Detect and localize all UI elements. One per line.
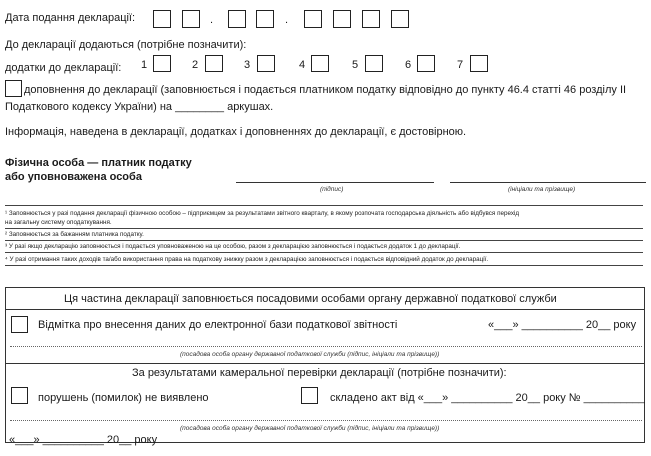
date-year-digit-3[interactable]: [362, 10, 380, 28]
footnote-divider: [5, 252, 643, 253]
no-violations-label: порушень (помилок) не виявлено: [38, 392, 209, 404]
appendix-number: 6: [405, 59, 412, 71]
date-year-digit-1[interactable]: [304, 10, 322, 28]
section-divider: [5, 309, 645, 310]
footnote-1-continued: на загальну систему оподаткування.: [5, 219, 112, 226]
supplement-text-line-1: доповнення до декларації (заповнюється і подається платником податку відповідно до пункту 46.4 статті 46 розділу II: [24, 84, 627, 96]
appendix-number: 2: [192, 59, 199, 71]
appendix-6-checkbox[interactable]: [417, 55, 435, 72]
database-entry-date[interactable]: «___» __________ 20__ року: [488, 319, 637, 331]
date-label: Дата подання декларації:: [5, 12, 136, 24]
signature-caption: (підпис): [320, 186, 344, 193]
appendix-number: 3: [244, 59, 251, 71]
supplement-text-line-2: Податкового кодексу України) на ________ аркушах.: [5, 101, 274, 113]
database-entry-checkbox[interactable]: [11, 316, 28, 333]
footnotes-divider: [5, 205, 643, 206]
official-signature-line[interactable]: [10, 346, 642, 347]
signature-line[interactable]: [236, 182, 434, 183]
no-violations-checkbox[interactable]: [11, 387, 28, 404]
appendices-label: додатки до декларації:: [5, 62, 122, 74]
official-caption: (посадова особа органу державної податкової служби (підпис, ініціали та прізвище)): [180, 351, 440, 358]
date-day-digit-1[interactable]: [153, 10, 171, 28]
audit-signature-line[interactable]: [10, 420, 642, 421]
footnote-3: ³ У разі якщо декларацію заповнюється і подається уповноваженою на це особою, разом з декларацією заповнюється і подається додаток 1 до декларації.: [5, 243, 461, 250]
appendix-5-checkbox[interactable]: [365, 55, 383, 72]
act-drawn-checkbox[interactable]: [301, 387, 318, 404]
appendix-number: 5: [352, 59, 359, 71]
database-entry-label: Відмітка про внесення даних до електронної бази податкової звітності: [38, 319, 398, 331]
footnote-2: ² Заповнюється за бажанням платника податку.: [5, 231, 144, 238]
date-month-digit-2[interactable]: [256, 10, 274, 28]
signer-title-line-1: Фізична особа — платник податку: [5, 157, 192, 169]
appendix-1-checkbox[interactable]: [153, 55, 171, 72]
footnote-divider: [5, 265, 643, 266]
appendix-4-checkbox[interactable]: [311, 55, 329, 72]
supplement-checkbox[interactable]: [5, 80, 22, 97]
date-separator: .: [210, 14, 214, 26]
act-drawn-label[interactable]: складено акт від «___» __________ 20__ року № __________: [330, 392, 645, 404]
official-caption: (посадова особа органу державної податкової служби (підпис, ініціали та прізвище)): [180, 425, 440, 432]
initials-caption: (ініціали та прізвище): [508, 186, 576, 193]
signer-title-line-2: або уповноважена особа: [5, 171, 142, 183]
reliability-statement: Інформація, наведена в декларації, додатках і доповненнях до декларації, є достовірною.: [5, 126, 467, 138]
appendix-3-checkbox[interactable]: [257, 55, 275, 72]
initials-line[interactable]: [450, 182, 646, 183]
appendix-number: 7: [457, 59, 464, 71]
date-separator: .: [285, 14, 289, 26]
footnote-divider: [5, 240, 643, 241]
appendix-7-checkbox[interactable]: [470, 55, 488, 72]
audit-date[interactable]: «___» __________ 20__ року: [9, 434, 158, 446]
date-month-digit-1[interactable]: [228, 10, 246, 28]
appendix-number: 1: [141, 59, 148, 71]
footnote-1: ¹ Заповнюється у разі подання декларації фізичною особою – підприємцем за результатами звітного кварталу, в якому розпочата господарська діяльність або відбувся перехід: [5, 210, 520, 217]
footnote-4: ⁴ У разі отримання таких доходів та/або використання права на податкову знижку разом з декларацією заповнюється і подається відповідний додаток до декларації.: [5, 256, 489, 263]
audit-title: За результатами камеральної перевірки декларації (потрібне позначити):: [132, 367, 507, 379]
date-year-digit-4[interactable]: [391, 10, 409, 28]
footnote-divider: [5, 228, 643, 229]
date-year-digit-2[interactable]: [333, 10, 351, 28]
attachments-label: До декларації додаються (потрібне позначити):: [5, 39, 247, 51]
official-section-title: Ця частина декларації заповнюється посадовими особами органу державної податкової служби: [64, 293, 557, 305]
appendix-number: 4: [299, 59, 306, 71]
appendix-2-checkbox[interactable]: [205, 55, 223, 72]
date-day-digit-2[interactable]: [182, 10, 200, 28]
